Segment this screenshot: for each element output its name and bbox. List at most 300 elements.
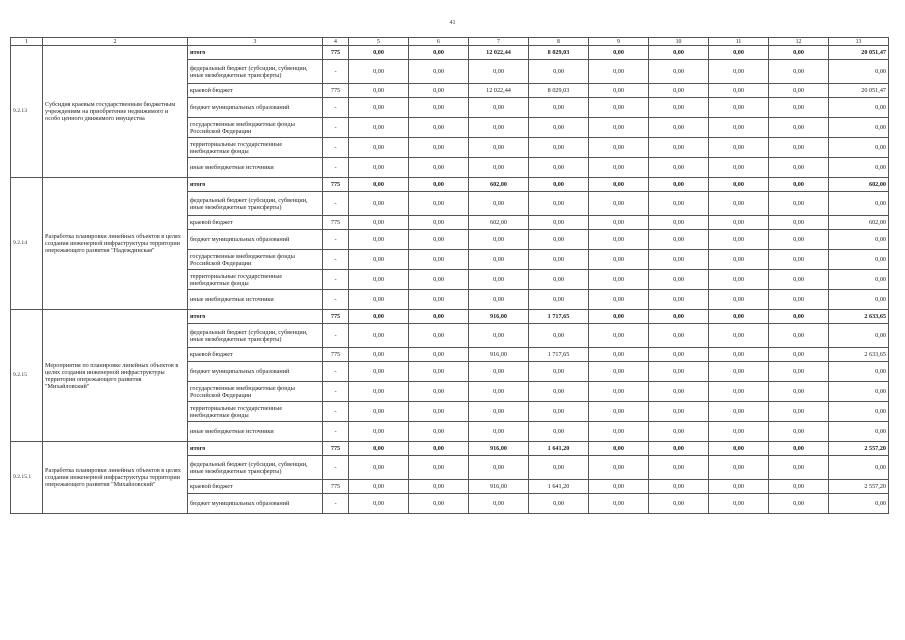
amount-cell: 0,00	[349, 494, 409, 514]
amount-cell: 0,00	[409, 456, 469, 480]
amount-cell: 0,00	[589, 46, 649, 60]
amount-cell: 0,00	[529, 456, 589, 480]
amount-cell: 2 633,65	[829, 310, 889, 324]
amount-cell: 0,00	[649, 118, 709, 138]
amount-cell: 0,00	[649, 270, 709, 290]
amount-cell: 0,00	[349, 60, 409, 84]
amount-cell: 0,00	[349, 250, 409, 270]
amount-cell: 0,00	[769, 178, 829, 192]
kbk-code: -	[323, 422, 349, 442]
amount-cell: 0,00	[769, 494, 829, 514]
amount-cell: 0,00	[829, 192, 889, 216]
column-number: 8	[529, 38, 589, 46]
kbk-code: 775	[323, 480, 349, 494]
funding-source: федеральный бюджет (субсидии, субвенции, иные межбюджетные трансферты)	[188, 60, 323, 84]
amount-cell: 916,00	[469, 442, 529, 456]
amount-cell: 0,00	[649, 178, 709, 192]
amount-cell: 0,00	[649, 402, 709, 422]
amount-cell: 0,00	[769, 250, 829, 270]
amount-cell: 0,00	[649, 480, 709, 494]
funding-source: государственные внебюджетные фонды Российской Федерации	[188, 118, 323, 138]
amount-cell: 0,00	[469, 60, 529, 84]
amount-cell: 0,00	[829, 230, 889, 250]
amount-cell: 8 029,03	[529, 84, 589, 98]
amount-cell: 0,00	[649, 310, 709, 324]
column-number: 12	[769, 38, 829, 46]
amount-cell: 0,00	[769, 324, 829, 348]
amount-cell: 0,00	[529, 362, 589, 382]
amount-cell: 0,00	[409, 98, 469, 118]
amount-cell: 0,00	[769, 216, 829, 230]
kbk-code: -	[323, 382, 349, 402]
amount-cell: 0,00	[709, 310, 769, 324]
amount-cell: 1 641,20	[529, 442, 589, 456]
amount-cell: 0,00	[769, 480, 829, 494]
amount-cell: 0,00	[709, 422, 769, 442]
amount-cell: 0,00	[769, 46, 829, 60]
amount-cell: 0,00	[349, 84, 409, 98]
amount-cell: 0,00	[529, 216, 589, 230]
amount-cell: 0,00	[769, 192, 829, 216]
amount-cell: 0,00	[829, 362, 889, 382]
amount-cell: 0,00	[829, 324, 889, 348]
amount-cell: 0,00	[349, 382, 409, 402]
kbk-code: -	[323, 494, 349, 514]
kbk-code: -	[323, 60, 349, 84]
column-number-row	[11, 38, 889, 46]
amount-cell: 0,00	[769, 442, 829, 456]
kbk-code: -	[323, 118, 349, 138]
amount-cell: 0,00	[829, 422, 889, 442]
amount-cell: 0,00	[709, 480, 769, 494]
amount-cell: 0,00	[589, 480, 649, 494]
amount-cell: 0,00	[529, 250, 589, 270]
amount-cell: 0,00	[409, 310, 469, 324]
amount-cell: 0,00	[349, 178, 409, 192]
amount-cell: 0,00	[589, 98, 649, 118]
funding-source: федеральный бюджет (субсидии, субвенции, иные межбюджетные трансферты)	[188, 456, 323, 480]
amount-cell: 0,00	[349, 456, 409, 480]
amount-cell: 0,00	[589, 348, 649, 362]
amount-cell: 0,00	[409, 178, 469, 192]
amount-cell: 0,00	[409, 230, 469, 250]
item-name: Разработка планировки линейных объектов в целях создания инженерной инфраструктуры территории опережающего развития "Надеждинская"	[43, 178, 188, 310]
amount-cell: 0,00	[469, 362, 529, 382]
amount-cell: 0,00	[769, 60, 829, 84]
amount-cell: 0,00	[349, 402, 409, 422]
amount-cell: 0,00	[709, 270, 769, 290]
amount-cell: 0,00	[529, 192, 589, 216]
kbk-code: -	[323, 362, 349, 382]
item-name: Разработка планировки линейных объектов в целях создания инженерной инфраструктуры территории опережающего развития "Михайловский"	[43, 442, 188, 514]
amount-cell: 0,00	[649, 442, 709, 456]
amount-cell: 0,00	[469, 158, 529, 178]
amount-cell: 0,00	[589, 250, 649, 270]
amount-cell: 0,00	[709, 348, 769, 362]
kbk-code: 775	[323, 310, 349, 324]
funding-source: территориальные государственные внебюджетные фонды	[188, 402, 323, 422]
funding-source: краевой бюджет	[188, 84, 323, 98]
item-code: 9.2.15	[11, 310, 43, 442]
amount-cell: 602,00	[469, 178, 529, 192]
amount-cell: 2 557,20	[829, 442, 889, 456]
amount-cell: 0,00	[769, 402, 829, 422]
amount-cell: 0,00	[409, 324, 469, 348]
amount-cell: 0,00	[649, 456, 709, 480]
amount-cell: 0,00	[649, 84, 709, 98]
amount-cell: 0,00	[829, 494, 889, 514]
amount-cell: 0,00	[409, 60, 469, 84]
amount-cell: 0,00	[769, 290, 829, 310]
kbk-code: -	[323, 158, 349, 178]
amount-cell: 0,00	[409, 84, 469, 98]
column-number: 4	[323, 38, 349, 46]
amount-cell: 0,00	[589, 456, 649, 480]
funding-source: федеральный бюджет (субсидии, субвенции, иные межбюджетные трансферты)	[188, 192, 323, 216]
amount-cell: 0,00	[589, 402, 649, 422]
amount-cell: 0,00	[709, 402, 769, 422]
amount-cell: 0,00	[409, 216, 469, 230]
amount-cell: 0,00	[829, 138, 889, 158]
funding-source: краевой бюджет	[188, 348, 323, 362]
kbk-code: -	[323, 138, 349, 158]
amount-cell: 0,00	[469, 494, 529, 514]
amount-cell: 0,00	[589, 230, 649, 250]
amount-cell: 0,00	[769, 456, 829, 480]
amount-cell: 0,00	[649, 138, 709, 158]
amount-cell: 0,00	[709, 98, 769, 118]
amount-cell: 0,00	[649, 422, 709, 442]
funding-source: государственные внебюджетные фонды Российской Федерации	[188, 250, 323, 270]
amount-cell: 0,00	[409, 192, 469, 216]
column-number: 2	[43, 38, 188, 46]
amount-cell: 0,00	[469, 324, 529, 348]
amount-cell: 0,00	[409, 46, 469, 60]
amount-cell: 0,00	[349, 118, 409, 138]
amount-cell: 0,00	[769, 138, 829, 158]
table-row	[11, 178, 889, 192]
kbk-code: -	[323, 192, 349, 216]
amount-cell: 0,00	[589, 310, 649, 324]
amount-cell: 0,00	[769, 270, 829, 290]
amount-cell: 0,00	[589, 362, 649, 382]
amount-cell: 0,00	[409, 118, 469, 138]
kbk-code: -	[323, 98, 349, 118]
kbk-code: -	[323, 456, 349, 480]
amount-cell: 916,00	[469, 480, 529, 494]
amount-cell: 0,00	[589, 118, 649, 138]
amount-cell: 0,00	[649, 98, 709, 118]
amount-cell: 0,00	[409, 442, 469, 456]
amount-cell: 0,00	[709, 494, 769, 514]
amount-cell: 0,00	[709, 230, 769, 250]
amount-cell: 0,00	[349, 480, 409, 494]
amount-cell: 916,00	[469, 348, 529, 362]
item-code: 9.2.15.1	[11, 442, 43, 514]
amount-cell: 12 022,44	[469, 84, 529, 98]
amount-cell: 0,00	[469, 230, 529, 250]
amount-cell: 0,00	[349, 422, 409, 442]
amount-cell: 0,00	[589, 84, 649, 98]
table-row	[11, 442, 889, 456]
amount-cell: 0,00	[649, 348, 709, 362]
amount-cell: 0,00	[829, 270, 889, 290]
amount-cell: 602,00	[469, 216, 529, 230]
amount-cell: 0,00	[709, 158, 769, 178]
amount-cell: 602,00	[829, 216, 889, 230]
amount-cell: 0,00	[469, 118, 529, 138]
amount-cell: 0,00	[709, 362, 769, 382]
amount-cell: 916,00	[469, 310, 529, 324]
amount-cell: 0,00	[349, 324, 409, 348]
amount-cell: 0,00	[529, 402, 589, 422]
amount-cell: 0,00	[829, 382, 889, 402]
amount-cell: 2 557,20	[829, 480, 889, 494]
amount-cell: 0,00	[649, 362, 709, 382]
amount-cell: 0,00	[529, 138, 589, 158]
amount-cell: 0,00	[349, 348, 409, 362]
amount-cell: 0,00	[469, 138, 529, 158]
funding-source: краевой бюджет	[188, 216, 323, 230]
funding-source: иные внебюджетные источники	[188, 158, 323, 178]
amount-cell: 0,00	[469, 402, 529, 422]
amount-cell: 0,00	[469, 422, 529, 442]
amount-cell: 0,00	[769, 310, 829, 324]
funding-source: бюджет муниципальных образований	[188, 362, 323, 382]
amount-cell: 0,00	[589, 270, 649, 290]
funding-source: итого	[188, 46, 323, 60]
amount-cell: 0,00	[469, 456, 529, 480]
amount-cell: 0,00	[589, 442, 649, 456]
amount-cell: 0,00	[469, 98, 529, 118]
amount-cell: 0,00	[409, 158, 469, 178]
amount-cell: 0,00	[409, 402, 469, 422]
funding-source: итого	[188, 178, 323, 192]
amount-cell: 0,00	[649, 382, 709, 402]
amount-cell: 0,00	[829, 402, 889, 422]
column-number: 3	[188, 38, 323, 46]
amount-cell: 0,00	[409, 422, 469, 442]
amount-cell: 0,00	[829, 158, 889, 178]
amount-cell: 602,00	[829, 178, 889, 192]
funding-source: бюджет муниципальных образований	[188, 230, 323, 250]
amount-cell: 0,00	[349, 362, 409, 382]
amount-cell: 0,00	[409, 270, 469, 290]
column-number: 10	[649, 38, 709, 46]
column-number: 5	[349, 38, 409, 46]
amount-cell: 0,00	[469, 270, 529, 290]
amount-cell: 0,00	[409, 290, 469, 310]
item-code: 9.2.14	[11, 178, 43, 310]
amount-cell: 0,00	[769, 118, 829, 138]
amount-cell: 0,00	[829, 118, 889, 138]
kbk-code: 775	[323, 178, 349, 192]
amount-cell: 0,00	[649, 290, 709, 310]
amount-cell: 0,00	[589, 324, 649, 348]
amount-cell: 0,00	[589, 138, 649, 158]
amount-cell: 0,00	[349, 216, 409, 230]
column-number: 11	[709, 38, 769, 46]
amount-cell: 0,00	[469, 250, 529, 270]
amount-cell: 0,00	[529, 230, 589, 250]
amount-cell: 0,00	[529, 60, 589, 84]
amount-cell: 12 022,44	[469, 46, 529, 60]
funding-source: иные внебюджетные источники	[188, 290, 323, 310]
amount-cell: 8 029,03	[529, 46, 589, 60]
amount-cell: 0,00	[529, 324, 589, 348]
funding-source: территориальные государственные внебюджетные фонды	[188, 138, 323, 158]
amount-cell: 0,00	[709, 60, 769, 84]
amount-cell: 1 717,65	[529, 310, 589, 324]
kbk-code: 775	[323, 216, 349, 230]
funding-source: итого	[188, 442, 323, 456]
amount-cell: 0,00	[709, 382, 769, 402]
kbk-code: 775	[323, 46, 349, 60]
column-number: 1	[11, 38, 43, 46]
kbk-code: -	[323, 402, 349, 422]
funding-source: иные внебюджетные источники	[188, 422, 323, 442]
amount-cell: 0,00	[409, 362, 469, 382]
amount-cell: 0,00	[589, 158, 649, 178]
amount-cell: 0,00	[469, 382, 529, 402]
amount-cell: 0,00	[769, 230, 829, 250]
amount-cell: 0,00	[529, 178, 589, 192]
amount-cell: 2 633,65	[829, 348, 889, 362]
amount-cell: 0,00	[589, 422, 649, 442]
amount-cell: 0,00	[589, 178, 649, 192]
item-name: Мероприятия по планировке линейных объектов в целях создания инженерной инфраструктуры территории опережающего развития "Михайловский"	[43, 310, 188, 442]
amount-cell: 0,00	[709, 250, 769, 270]
amount-cell: 0,00	[649, 192, 709, 216]
amount-cell: 0,00	[709, 138, 769, 158]
amount-cell: 0,00	[409, 138, 469, 158]
amount-cell: 0,00	[409, 348, 469, 362]
amount-cell: 0,00	[349, 310, 409, 324]
column-number: 6	[409, 38, 469, 46]
amount-cell: 0,00	[709, 84, 769, 98]
column-number: 9	[589, 38, 649, 46]
amount-cell: 0,00	[829, 250, 889, 270]
table-row	[11, 46, 889, 60]
funding-source: бюджет муниципальных образований	[188, 98, 323, 118]
amount-cell: 0,00	[349, 46, 409, 60]
amount-cell: 0,00	[709, 324, 769, 348]
amount-cell: 0,00	[529, 382, 589, 402]
budget-table	[10, 37, 889, 514]
amount-cell: 0,00	[829, 290, 889, 310]
amount-cell: 0,00	[649, 216, 709, 230]
amount-cell: 0,00	[649, 46, 709, 60]
amount-cell: 0,00	[589, 290, 649, 310]
amount-cell: 0,00	[529, 158, 589, 178]
amount-cell: 0,00	[409, 250, 469, 270]
amount-cell: 0,00	[829, 98, 889, 118]
amount-cell: 0,00	[649, 60, 709, 84]
amount-cell: 0,00	[529, 422, 589, 442]
kbk-code: -	[323, 250, 349, 270]
amount-cell: 0,00	[709, 442, 769, 456]
amount-cell: 0,00	[529, 98, 589, 118]
kbk-code: -	[323, 324, 349, 348]
kbk-code: -	[323, 290, 349, 310]
funding-source: краевой бюджет	[188, 480, 323, 494]
amount-cell: 0,00	[529, 290, 589, 310]
amount-cell: 0,00	[649, 494, 709, 514]
amount-cell: 0,00	[589, 382, 649, 402]
amount-cell: 0,00	[349, 98, 409, 118]
amount-cell: 0,00	[649, 230, 709, 250]
amount-cell: 0,00	[529, 494, 589, 514]
funding-source: федеральный бюджет (субсидии, субвенции, иные межбюджетные трансферты)	[188, 324, 323, 348]
amount-cell: 0,00	[769, 362, 829, 382]
amount-cell: 1 641,20	[529, 480, 589, 494]
amount-cell: 0,00	[649, 324, 709, 348]
amount-cell: 0,00	[769, 98, 829, 118]
column-number: 13	[829, 38, 889, 46]
amount-cell: 0,00	[769, 348, 829, 362]
amount-cell: 0,00	[469, 290, 529, 310]
amount-cell: 0,00	[649, 250, 709, 270]
kbk-code: 775	[323, 84, 349, 98]
amount-cell: 20 051,47	[829, 84, 889, 98]
amount-cell: 0,00	[349, 138, 409, 158]
amount-cell: 0,00	[529, 118, 589, 138]
amount-cell: 0,00	[349, 158, 409, 178]
amount-cell: 0,00	[769, 382, 829, 402]
amount-cell: 0,00	[829, 60, 889, 84]
amount-cell: 0,00	[769, 422, 829, 442]
funding-source: бюджет муниципальных образований	[188, 494, 323, 514]
amount-cell: 0,00	[409, 382, 469, 402]
kbk-code: 775	[323, 442, 349, 456]
amount-cell: 0,00	[349, 230, 409, 250]
amount-cell: 0,00	[709, 46, 769, 60]
kbk-code: -	[323, 230, 349, 250]
amount-cell: 0,00	[409, 480, 469, 494]
amount-cell: 0,00	[529, 270, 589, 290]
amount-cell: 0,00	[709, 178, 769, 192]
amount-cell: 0,00	[709, 192, 769, 216]
amount-cell: 0,00	[649, 158, 709, 178]
amount-cell: 0,00	[349, 270, 409, 290]
amount-cell: 0,00	[589, 494, 649, 514]
amount-cell: 20 051,47	[829, 46, 889, 60]
amount-cell: 0,00	[409, 494, 469, 514]
amount-cell: 0,00	[349, 290, 409, 310]
amount-cell: 0,00	[469, 192, 529, 216]
amount-cell: 0,00	[589, 60, 649, 84]
funding-source: итого	[188, 310, 323, 324]
item-code: 9.2.13	[11, 46, 43, 178]
amount-cell: 0,00	[349, 192, 409, 216]
amount-cell: 0,00	[589, 216, 649, 230]
amount-cell: 0,00	[709, 216, 769, 230]
funding-source: государственные внебюджетные фонды Российской Федерации	[188, 382, 323, 402]
amount-cell: 0,00	[709, 456, 769, 480]
amount-cell: 0,00	[349, 442, 409, 456]
kbk-code: 775	[323, 348, 349, 362]
item-name: Субсидия краевым государственным бюджетным учреждениям на приобретение недвижимого и особо ценного движимого имущества	[43, 46, 188, 178]
amount-cell: 1 717,65	[529, 348, 589, 362]
page-number: 41	[449, 20, 456, 26]
amount-cell: 0,00	[829, 456, 889, 480]
amount-cell: 0,00	[769, 158, 829, 178]
amount-cell: 0,00	[769, 84, 829, 98]
table-row	[11, 310, 889, 324]
amount-cell: 0,00	[709, 290, 769, 310]
column-number: 7	[469, 38, 529, 46]
amount-cell: 0,00	[589, 192, 649, 216]
